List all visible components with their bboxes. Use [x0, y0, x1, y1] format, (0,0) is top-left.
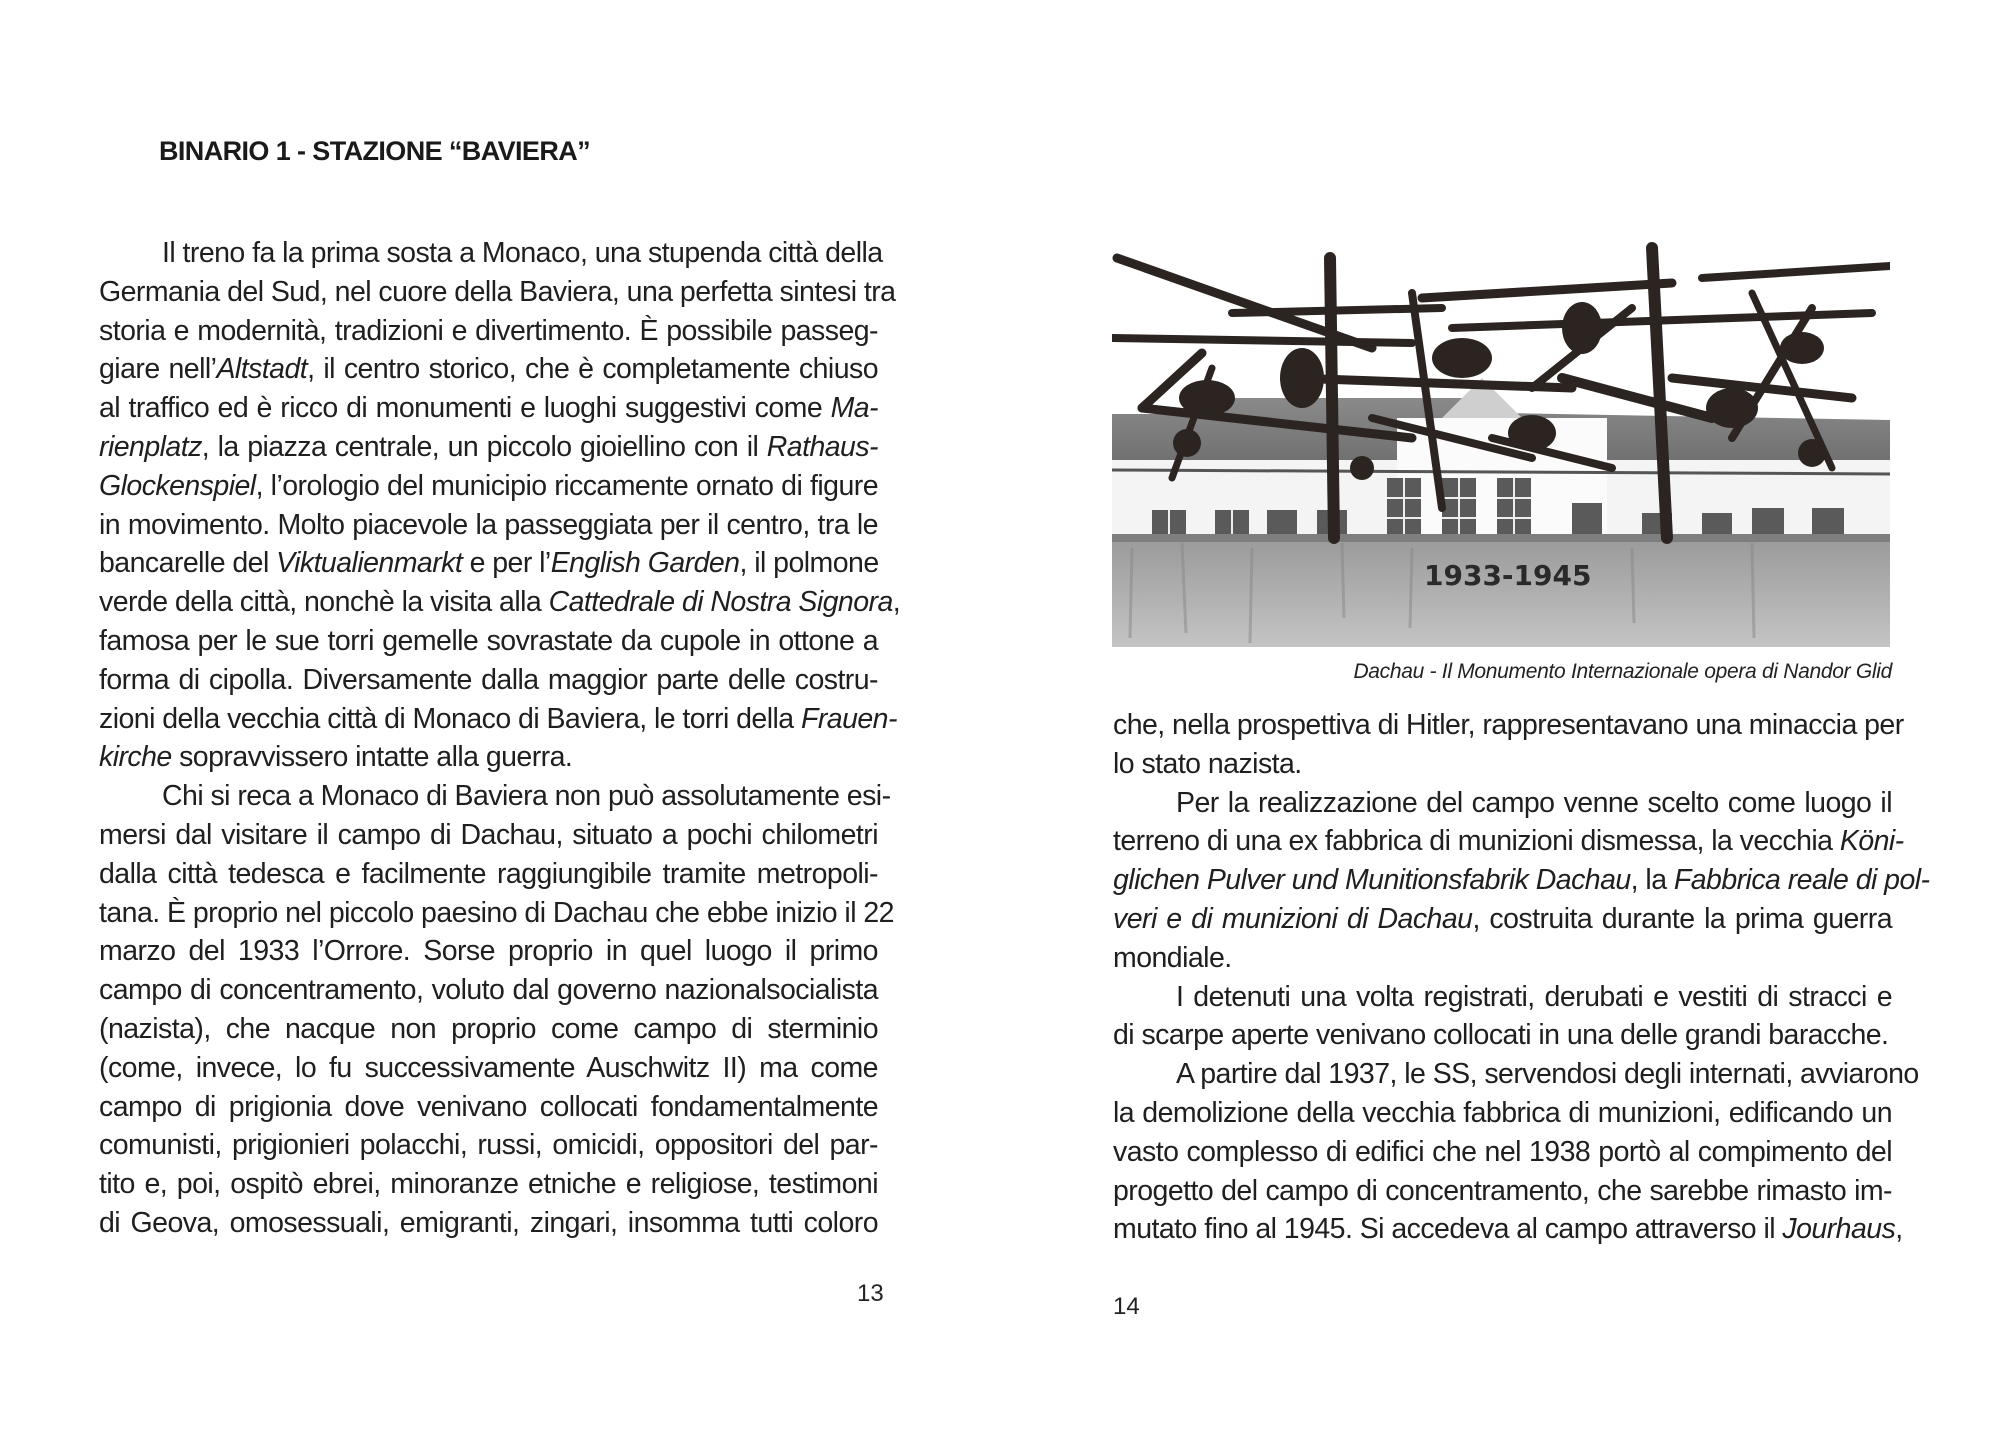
- text-run: dalla città tedesca e facilmente raggiungibile tramite metropoli-: [99, 857, 878, 890]
- text-line: [1113, 706, 1904, 745]
- text-run: A partire dal 1937, le SS, servendosi degli internati, avviarono: [1176, 1058, 1919, 1091]
- text-run: ,: [892, 586, 901, 619]
- italic-text: Köni-: [1839, 825, 1904, 858]
- text-line: [99, 273, 896, 312]
- text-run: campo di prigionia dove venivano collocati fondamentalmente: [99, 1090, 878, 1123]
- text-run: Per la realizzazione del campo venne scelto come luogo il: [1176, 786, 1892, 819]
- text-line: [1113, 939, 1892, 978]
- text-line: [1113, 822, 1904, 861]
- text-line: [99, 894, 894, 933]
- italic-text: Glockenspiel: [99, 469, 256, 502]
- right-page: [1000, 0, 2000, 1438]
- photo-graphic: [1112, 238, 1890, 647]
- text-line: [1113, 1210, 1903, 1249]
- italic-text: Rathaus-: [766, 430, 878, 463]
- right-page-body: [1113, 706, 1930, 1249]
- concrete-wall: [1112, 538, 1890, 647]
- text-line: [99, 1049, 878, 1088]
- text-run: progetto del campo di concentramento, che sarebbe rimasto im-: [1113, 1174, 1892, 1207]
- text-line: [99, 622, 878, 661]
- text-run: comunisti, prigionieri polacchi, russi, omicidi, oppositori del par-: [99, 1129, 878, 1162]
- text-line: [99, 855, 878, 894]
- text-run: mutato fino al 1945. Si accedeva al campo attraverso il: [1113, 1213, 1783, 1246]
- left-page-body: [99, 234, 901, 1243]
- text-run: , il polmone: [739, 547, 879, 580]
- text-run: (come, invece, lo fu successivamente Auschwitz II) ma come: [99, 1051, 878, 1084]
- text-line: [99, 700, 897, 739]
- text-run: vasto complesso di edifici che nel 1938 portò al compimento del: [1113, 1135, 1892, 1168]
- italic-text: Frauen-: [800, 702, 897, 735]
- text-line: [99, 1126, 878, 1165]
- text-line: [99, 971, 878, 1010]
- italic-text: glichen Pulver und Munitionsfabrik Dachau: [1113, 864, 1631, 897]
- text-line: [1113, 978, 1892, 1017]
- text-line: [99, 932, 878, 971]
- text-run: sopravvissero intatte alla guerra.: [171, 741, 573, 774]
- text-line: [99, 234, 883, 273]
- italic-text: Fabbrica reale di pol-: [1673, 864, 1930, 897]
- text-run: verde della città, nonchè la visita alla: [99, 586, 549, 619]
- page-number-left: 13: [857, 1280, 884, 1307]
- memorial-photo: [1112, 238, 1890, 647]
- text-run: forma di cipolla. Diversamente dalla maggior parte delle costru-: [99, 663, 878, 696]
- text-line: [99, 1088, 878, 1127]
- text-run: bancarelle del: [99, 547, 277, 580]
- text-run: di scarpe aperte venivano collocati in una delle grandi baracche.: [1113, 1019, 1889, 1052]
- text-line: [99, 816, 878, 855]
- text-run: giare nell’: [99, 353, 217, 386]
- text-line: [99, 1010, 878, 1049]
- text-run: , l’orologio del municipio riccamente ornato di figure: [255, 469, 878, 502]
- italic-text: English Garden: [550, 547, 740, 580]
- text-run: zioni della vecchia città di Monaco di Baviera, le torri della: [99, 702, 801, 735]
- text-line: [1113, 784, 1892, 823]
- text-run: mersi dal visitare il campo di Dachau, situato a pochi chilometri: [99, 818, 878, 851]
- text-line: [1113, 861, 1930, 900]
- italic-text: rienplatz: [99, 430, 202, 463]
- text-line: [1113, 1172, 1892, 1211]
- italic-text: Viktualienmarkt: [276, 547, 463, 580]
- text-line: [99, 777, 891, 816]
- text-line: [1113, 1055, 1919, 1094]
- text-run: famosa per le sue torri gemelle sovrastate da cupole in ottone a: [99, 624, 878, 657]
- text-run: al traffico ed è ricco di monumenti e luoghi suggestivi come: [99, 392, 831, 425]
- text-run: , la piazza centrale, un piccolo gioiellino con il: [201, 430, 767, 463]
- text-line: [99, 312, 878, 351]
- text-line: [1113, 900, 1892, 939]
- photo-caption: Dachau - Il Monumento Internazionale opera di Nandor Glid: [1353, 660, 1892, 683]
- text-line: [99, 1204, 878, 1243]
- text-line: [99, 467, 878, 506]
- text-run: Chi si reca a Monaco di Baviera non può assolutamente esi-: [162, 780, 891, 813]
- text-run: , costruita durante la prima guerra: [1472, 902, 1892, 935]
- italic-text: Cattedrale di Nostra Signora: [548, 586, 893, 619]
- page-number-right: 14: [1113, 1293, 1140, 1320]
- text-run: , la: [1630, 864, 1674, 897]
- text-run: in movimento. Molto piacevole la passeggiata per il centro, tra le: [99, 508, 878, 541]
- text-run: di Geova, omosessuali, emigranti, zingari, insomma tutti coloro: [99, 1206, 878, 1239]
- text-run: mondiale.: [1113, 941, 1232, 974]
- text-run: e per l’: [462, 547, 551, 580]
- text-run: che, nella prospettiva di Hitler, rappresentavano una minaccia per: [1113, 709, 1904, 741]
- text-run: marzo del 1933 l’Orrore. Sorse proprio in quel luogo il primo: [99, 935, 878, 968]
- text-line: [99, 1165, 878, 1204]
- chapter-heading: BINARIO 1 - STAZIONE “BAVIERA”: [159, 136, 591, 166]
- text-run: storia e modernità, tradizioni e divertimento. È possibile passeg-: [99, 314, 878, 347]
- text-line: [99, 583, 901, 622]
- text-line: [99, 350, 878, 389]
- text-line: [99, 506, 878, 545]
- text-run: , il centro storico, che è completamente chiuso: [307, 353, 878, 386]
- text-run: (nazista), che nacque non proprio come campo di sterminio: [99, 1012, 878, 1045]
- italic-text: Ma-: [830, 392, 878, 425]
- text-line: [99, 738, 878, 777]
- italic-text: veri e di munizioni di Dachau: [1113, 902, 1473, 935]
- text-run: la demolizione della vecchia fabbrica di munizioni, edificando un: [1113, 1096, 1892, 1129]
- text-line: [99, 661, 878, 700]
- text-line: [1113, 1133, 1892, 1172]
- text-run: terreno di una ex fabbrica di munizioni dismessa, la vecchia: [1113, 825, 1840, 858]
- text-line: [99, 389, 878, 428]
- text-line: [1113, 1094, 1892, 1133]
- wall-inscription: 1933-1945: [1424, 559, 1592, 592]
- text-run: I detenuti una volta registrati, derubati e vestiti di stracci e: [1176, 980, 1892, 1013]
- text-line: [1113, 745, 1892, 784]
- text-run: lo stato nazista.: [1113, 747, 1302, 780]
- text-run: Germania del Sud, nel cuore della Baviera, una perfetta sintesi tra: [99, 275, 896, 308]
- text-line: [99, 544, 878, 583]
- italic-text: Altstadt: [216, 353, 308, 386]
- italic-text: kirche: [99, 741, 172, 774]
- italic-text: Jourhaus: [1782, 1213, 1896, 1246]
- text-line: [1113, 1016, 1892, 1055]
- text-line: [99, 428, 878, 467]
- text-run: ,: [1895, 1213, 1903, 1246]
- text-run: campo di concentramento, voluto dal governo nazionalsocialista: [99, 974, 878, 1007]
- text-run: Il treno fa la prima sosta a Monaco, una stupenda città della: [162, 237, 883, 269]
- text-run: tana. È proprio nel piccolo paesino di Dachau che ebbe inizio il 22: [99, 896, 894, 929]
- text-run: tito e, poi, ospitò ebrei, minoranze etniche e religiose, testimoni: [99, 1168, 878, 1201]
